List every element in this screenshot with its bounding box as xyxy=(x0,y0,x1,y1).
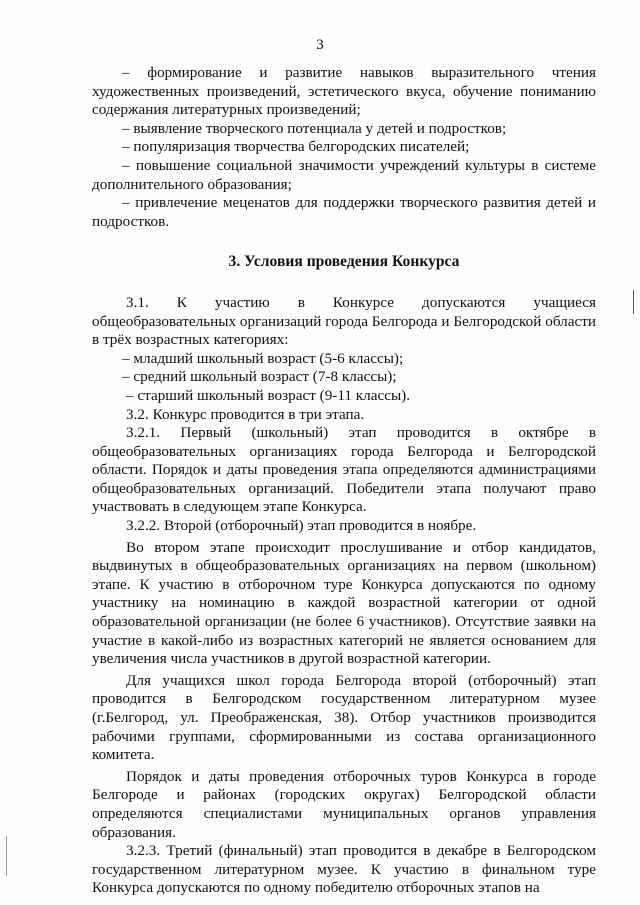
goal-item: – привлечение меценатов для поддержки творческого развития детей и подростков. xyxy=(92,194,596,230)
goal-item: – выявление творческого потенциала у детей и подростков; xyxy=(122,119,507,137)
section-heading: 3. Условия проведения Конкурса xyxy=(228,253,460,271)
paragraph-second-stage: Во втором этапе происходит прослушивание и отбор кандидатов, выдвинутых в общеобразовательных организациях на первом (школьном) этапе. К участию в отборочном туре Конкурса допускаются по одному участнику на номинацию в каждой возрастной категории от одной образовательной организации (не более 6 участников). Отсутствие заявки на участие в какой-либо из возрастных категорий не является основанием для увеличения числа участников в другой возрастной категории. xyxy=(92,538,596,668)
goal-item: – повышение социальной значимости учреждений культуры в системе дополнительного образования; xyxy=(92,156,596,193)
goal-item: – формирование и развитие навыков выразительного чтения художественных произведений, эстетического вкуса, обучение пониманию содержания литературных произведений; xyxy=(92,64,596,119)
page-number: 3 xyxy=(316,37,324,53)
paragraph-3-2: 3.2. Конкурс проводится в три этапа. xyxy=(126,405,365,423)
age-category-middle: – средний школьный возраст (7-8 классы); xyxy=(122,368,397,386)
paragraph-3-2-1: 3.2.1. Первый (школьный) этап проводится в октябре в общеобразовательных организациях города Белгорода и Белгородской области. Порядок и даты проведения этапа определяются администрациями общеобразовательных организаций. Победители этапа получают право участвовать в следующем этапе Конкурса. xyxy=(92,424,596,516)
scan-edge-mark xyxy=(6,836,7,876)
age-category-junior: – младший школьный возраст (5-6 классы); xyxy=(122,349,404,367)
paragraph-belgorod-schools: Для учащихся школ города Белгорода второй (отборочный) этап проводится в Белгородском государственном литературном музее (г.Белгород, ул. Преображенская, 38). Отбор участников производится рабочими группами, сформированными из состава организационного комитета. xyxy=(92,671,596,764)
age-category-senior: – старший школьный возраст (9-11 классы). xyxy=(126,386,411,404)
paragraph-order-dates: Порядок и даты проведения отборочных туров Конкурса в городе Белгороде и районах (городских округах) Белгородской области определяются специалистами муниципальных органов управления образования. xyxy=(92,767,596,841)
goal-item: – популяризация творчества белгородских писателей; xyxy=(122,138,470,156)
scan-edge-mark xyxy=(633,290,634,314)
paragraph-3-1: 3.1. К участию в Конкурсе допускаются учащиеся общеобразовательных организаций города Белгорода и Белгородской области в трёх возрастных категориях: xyxy=(92,293,596,349)
document-body xyxy=(92,64,596,898)
paragraph-3-2-2: 3.2.2. Второй (отборочный) этап проводится в ноябре. xyxy=(126,517,477,535)
paragraph-3-2-3: 3.2.3. Третий (финальный) этап проводится в декабре в Белгородском государственном литературном музее. К участию в финальном туре Конкурса допускаются по одному победителю отборочных этапов на xyxy=(92,842,596,897)
